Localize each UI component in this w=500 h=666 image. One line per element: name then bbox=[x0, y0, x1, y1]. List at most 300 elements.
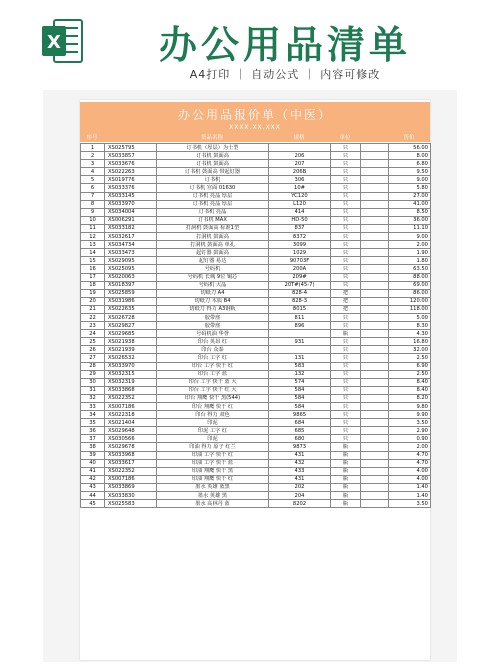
item-blank bbox=[361, 168, 389, 176]
item-price: 9.80 bbox=[389, 403, 431, 411]
row-index: 45 bbox=[81, 500, 105, 508]
item-code: XS007186 bbox=[105, 403, 157, 411]
item-name: 墨水 英雄 黑 bbox=[157, 492, 269, 500]
item-price: 69.00 bbox=[389, 281, 431, 289]
item-code: XS022263 bbox=[105, 168, 157, 176]
item-code: XS025859 bbox=[105, 289, 157, 297]
table-row bbox=[81, 176, 431, 184]
item-spec: 9873 bbox=[269, 443, 331, 451]
row-index: 21 bbox=[81, 305, 105, 313]
table-row bbox=[81, 475, 431, 483]
item-blank bbox=[361, 411, 389, 419]
item-spec: 584 bbox=[269, 394, 331, 402]
item-code: XS030566 bbox=[105, 435, 157, 443]
item-code: XS026728 bbox=[105, 313, 157, 321]
item-spec: 206 bbox=[269, 152, 331, 160]
item-code: XS033970 bbox=[105, 362, 157, 370]
row-index: 27 bbox=[81, 354, 105, 362]
row-index: 32 bbox=[81, 394, 105, 402]
table-row bbox=[81, 403, 431, 411]
item-blank bbox=[361, 386, 389, 394]
row-index: 42 bbox=[81, 475, 105, 483]
item-price: 8.20 bbox=[389, 394, 431, 402]
item-code: XS032315 bbox=[105, 370, 157, 378]
item-blank bbox=[361, 176, 389, 184]
banner bbox=[0, 0, 500, 88]
item-blank bbox=[361, 160, 389, 168]
item-spec: 828-4 bbox=[269, 289, 331, 297]
item-unit: 只 bbox=[331, 411, 361, 419]
col-header-unit: 单位 bbox=[339, 135, 351, 141]
item-blank bbox=[361, 313, 389, 321]
item-unit: 只 bbox=[331, 241, 361, 249]
item-name: 印台 得力 双色 bbox=[157, 411, 269, 419]
item-spec: 414 bbox=[269, 208, 331, 216]
item-blank bbox=[361, 233, 389, 241]
row-index: 33 bbox=[81, 403, 105, 411]
table-row bbox=[81, 297, 431, 305]
item-blank bbox=[361, 144, 389, 152]
item-price: 63.50 bbox=[389, 265, 431, 273]
item-spec: 10# bbox=[269, 184, 331, 192]
table-row bbox=[81, 241, 431, 249]
item-code: XS029648 bbox=[105, 427, 157, 435]
item-price: 9.00 bbox=[389, 233, 431, 241]
row-index: 25 bbox=[81, 338, 105, 346]
item-code: XS021938 bbox=[105, 338, 157, 346]
item-blank bbox=[361, 435, 389, 443]
item-name: 订书机（厚层）为士型 bbox=[157, 144, 269, 152]
row-index: 4 bbox=[81, 168, 105, 176]
item-blank bbox=[361, 492, 389, 500]
row-index: 29 bbox=[81, 370, 105, 378]
item-unit: 只 bbox=[331, 427, 361, 435]
item-blank bbox=[361, 338, 389, 346]
item-name: 胶带座 bbox=[157, 313, 269, 321]
item-unit: 只 bbox=[331, 394, 361, 402]
item-spec: 574 bbox=[269, 378, 331, 386]
item-spec: 828-3 bbox=[269, 297, 331, 305]
item-blank bbox=[361, 241, 389, 249]
item-price: 2.90 bbox=[389, 427, 431, 435]
item-name: 印台 翔鹰 快干 黑(544) bbox=[157, 394, 269, 402]
item-spec: 3099 bbox=[269, 241, 331, 249]
item-spec: 583 bbox=[269, 362, 331, 370]
item-blank bbox=[361, 330, 389, 338]
item-unit: 只 bbox=[331, 249, 361, 257]
item-name: 墨水 英雄 蓝黑 bbox=[157, 483, 269, 491]
item-price: 3.50 bbox=[389, 500, 431, 508]
item-spec: 837 bbox=[269, 224, 331, 232]
item-unit: 只 bbox=[331, 192, 361, 200]
item-blank bbox=[361, 346, 389, 354]
item-spec: 202 bbox=[269, 483, 331, 491]
row-index: 15 bbox=[81, 257, 105, 265]
col-header-index: 序号 bbox=[86, 135, 98, 141]
item-unit: 只 bbox=[331, 208, 361, 216]
item-spec: 306 bbox=[269, 176, 331, 184]
item-unit: 把 bbox=[331, 297, 361, 305]
table-row bbox=[81, 249, 431, 257]
item-name: 订书机 鼓面高 bbox=[157, 160, 269, 168]
item-code: XS033830 bbox=[105, 492, 157, 500]
table-row bbox=[81, 305, 431, 313]
item-code: XS018397 bbox=[105, 281, 157, 289]
item-price: 16.80 bbox=[389, 338, 431, 346]
item-code: XS033869 bbox=[105, 483, 157, 491]
item-price: 8.50 bbox=[389, 208, 431, 216]
item-code: XS007186 bbox=[105, 475, 157, 483]
item-price: 4.30 bbox=[389, 330, 431, 338]
table-row bbox=[81, 330, 431, 338]
item-blank bbox=[361, 354, 389, 362]
document-title: 办公用品报价单（中医） bbox=[177, 108, 332, 122]
item-unit: 只 bbox=[331, 362, 361, 370]
item-price: 1.90 bbox=[389, 249, 431, 257]
item-blank bbox=[361, 265, 389, 273]
table-row bbox=[81, 313, 431, 321]
item-code: XS033145 bbox=[105, 192, 157, 200]
item-code: XS031986 bbox=[105, 297, 157, 305]
item-spec: 200A bbox=[269, 265, 331, 273]
table-row bbox=[81, 386, 431, 394]
row-index: 43 bbox=[81, 483, 105, 491]
row-index: 11 bbox=[81, 224, 105, 232]
table-row bbox=[81, 144, 431, 152]
row-index: 19 bbox=[81, 289, 105, 297]
table-row bbox=[81, 435, 431, 443]
table-row bbox=[81, 338, 431, 346]
item-blank bbox=[361, 216, 389, 224]
item-name: 切纸刀 A4 bbox=[157, 289, 269, 297]
svg-text:X: X bbox=[47, 32, 61, 53]
page-title: 办公用品清单 bbox=[158, 22, 411, 67]
item-spec bbox=[269, 144, 331, 152]
item-blank bbox=[361, 322, 389, 330]
item-price: 4.70 bbox=[389, 451, 431, 459]
page-subtitle: A4打印 ｜ 自动公式 ｜ 内容可修改 bbox=[189, 68, 381, 81]
item-code: XS033868 bbox=[105, 386, 157, 394]
item-name: 打洞机 鼓面高 单孔 bbox=[157, 241, 269, 249]
row-index: 13 bbox=[81, 241, 105, 249]
table-row bbox=[81, 184, 431, 192]
item-price: 4.70 bbox=[389, 459, 431, 467]
item-blank bbox=[361, 459, 389, 467]
item-name: 印油 工字 快干 蓝 bbox=[157, 459, 269, 467]
item-price: 11.10 bbox=[389, 224, 431, 232]
table-row bbox=[81, 500, 431, 508]
item-unit: 只 bbox=[331, 370, 361, 378]
item-blank bbox=[361, 419, 389, 427]
item-spec: 131 bbox=[269, 354, 331, 362]
table-row bbox=[81, 411, 431, 419]
row-index: 24 bbox=[81, 330, 105, 338]
item-spec: YC120 bbox=[269, 192, 331, 200]
item-unit: 瓶 bbox=[331, 483, 361, 491]
table-row bbox=[81, 160, 431, 168]
item-name: 印台 英昂 红 bbox=[157, 338, 269, 346]
item-unit: 只 bbox=[331, 435, 361, 443]
row-index: 44 bbox=[81, 492, 105, 500]
item-spec: 209# bbox=[269, 273, 331, 281]
item-spec: 20T#(45-7) bbox=[269, 281, 331, 289]
row-index: 41 bbox=[81, 467, 105, 475]
item-price: 32.00 bbox=[389, 346, 431, 354]
item-price: 8.00 bbox=[389, 152, 431, 160]
item-code: XS025095 bbox=[105, 265, 157, 273]
item-name: 印台 工字 快干 蓝 大 bbox=[157, 378, 269, 386]
item-name: 订书机 亮晶 bbox=[157, 208, 269, 216]
item-name: 订书机 鼓面高 带起钉器 bbox=[157, 168, 269, 176]
item-unit: 瓶 bbox=[331, 443, 361, 451]
row-index: 20 bbox=[81, 297, 105, 305]
item-price: 27.00 bbox=[389, 192, 431, 200]
table-row bbox=[81, 224, 431, 232]
table-row bbox=[81, 152, 431, 160]
table-row bbox=[81, 419, 431, 427]
item-blank bbox=[361, 281, 389, 289]
item-name: 订书机 亮晶 厚层 bbox=[157, 200, 269, 208]
item-name: 打洞机 鼓面高 bbox=[157, 233, 269, 241]
table-row bbox=[81, 467, 431, 475]
row-index: 14 bbox=[81, 249, 105, 257]
item-spec: 8015 bbox=[269, 305, 331, 313]
item-spec: 9865 bbox=[269, 411, 331, 419]
item-spec: 680 bbox=[269, 435, 331, 443]
row-index: 6 bbox=[81, 184, 105, 192]
item-name: 订书机 亮晶 厚层 bbox=[157, 192, 269, 200]
item-blank bbox=[361, 500, 389, 508]
item-blank bbox=[361, 370, 389, 378]
item-name: 印台 工字 蓝 bbox=[157, 370, 269, 378]
item-spec: 431 bbox=[269, 475, 331, 483]
item-unit: 只 bbox=[331, 354, 361, 362]
row-index: 7 bbox=[81, 192, 105, 200]
table-row bbox=[81, 322, 431, 330]
row-index: 34 bbox=[81, 411, 105, 419]
item-price: 6.90 bbox=[389, 362, 431, 370]
price-table bbox=[80, 143, 431, 508]
item-blank bbox=[361, 394, 389, 402]
row-index: 26 bbox=[81, 346, 105, 354]
item-price: 88.00 bbox=[389, 273, 431, 281]
item-code: XS032319 bbox=[105, 378, 157, 386]
item-name: 印台 工字 快干 红 大 bbox=[157, 386, 269, 394]
table-row bbox=[81, 192, 431, 200]
item-spec: 584 bbox=[269, 386, 331, 394]
item-code: XS033617 bbox=[105, 459, 157, 467]
row-index: 8 bbox=[81, 200, 105, 208]
item-unit: 只 bbox=[331, 233, 361, 241]
row-index: 5 bbox=[81, 176, 105, 184]
row-index: 17 bbox=[81, 273, 105, 281]
item-code: XS021939 bbox=[105, 346, 157, 354]
item-price: 120.00 bbox=[389, 297, 431, 305]
item-blank bbox=[361, 475, 389, 483]
item-name: 起钉器 鼓面高 bbox=[157, 249, 269, 257]
item-price: 2.00 bbox=[389, 443, 431, 451]
item-code: XS033473 bbox=[105, 249, 157, 257]
item-name: 切纸刀 得力 A3钢板 bbox=[157, 305, 269, 313]
item-spec: 431 bbox=[269, 451, 331, 459]
row-index: 1 bbox=[81, 144, 105, 152]
item-price: 3.50 bbox=[389, 419, 431, 427]
item-unit: 瓶 bbox=[331, 500, 361, 508]
item-price: 6.80 bbox=[389, 160, 431, 168]
table-row bbox=[81, 451, 431, 459]
item-price: 0.90 bbox=[389, 435, 431, 443]
item-blank bbox=[361, 443, 389, 451]
item-spec: 207 bbox=[269, 160, 331, 168]
table-row bbox=[81, 362, 431, 370]
item-unit: 把 bbox=[331, 305, 361, 313]
item-unit: 只 bbox=[331, 184, 361, 192]
item-unit: 只 bbox=[331, 273, 361, 281]
row-index: 18 bbox=[81, 281, 105, 289]
item-spec: 1029 bbox=[269, 249, 331, 257]
col-header-code bbox=[104, 134, 156, 142]
item-name: 印泥 bbox=[157, 419, 269, 427]
item-code: XS022318 bbox=[105, 411, 157, 419]
item-code: XS033376 bbox=[105, 184, 157, 192]
item-spec: 685 bbox=[269, 427, 331, 435]
table-row bbox=[81, 483, 431, 491]
item-name: 印泥 工字 红 bbox=[157, 427, 269, 435]
item-spec: L120 bbox=[269, 200, 331, 208]
item-unit: 只 bbox=[331, 160, 361, 168]
item-name: 印油 翔鹰 快干 红 bbox=[157, 475, 269, 483]
col-header-spec: 规格 bbox=[293, 135, 305, 141]
item-blank bbox=[361, 427, 389, 435]
col-header-blank bbox=[360, 134, 388, 142]
item-unit: 只 bbox=[331, 281, 361, 289]
item-spec: 132 bbox=[269, 370, 331, 378]
item-price: 9.90 bbox=[389, 411, 431, 419]
item-price: 8.30 bbox=[389, 322, 431, 330]
table-row bbox=[81, 346, 431, 354]
document-date: XXXX.XX.XXX bbox=[229, 124, 281, 131]
item-code: XS022635 bbox=[105, 305, 157, 313]
item-blank bbox=[361, 200, 389, 208]
item-name: 打洞机 鼓面高 标准1型 bbox=[157, 224, 269, 232]
table-row bbox=[81, 208, 431, 216]
col-header-name: 货品名称 bbox=[200, 135, 223, 141]
item-code: XS033182 bbox=[105, 224, 157, 232]
item-unit: 瓶 bbox=[331, 459, 361, 467]
item-code: XS033676 bbox=[105, 160, 157, 168]
item-blank bbox=[361, 289, 389, 297]
item-code: XS032617 bbox=[105, 233, 157, 241]
item-price: 4.00 bbox=[389, 467, 431, 475]
item-price: 2.50 bbox=[389, 354, 431, 362]
item-blank bbox=[361, 257, 389, 265]
row-index: 10 bbox=[81, 216, 105, 224]
table-row bbox=[81, 265, 431, 273]
item-price: 9.00 bbox=[389, 176, 431, 184]
row-index: 37 bbox=[81, 435, 105, 443]
item-name: 印油 工字 快干 红 bbox=[157, 451, 269, 459]
item-blank bbox=[361, 224, 389, 232]
item-name: 印油 翔鹰 快干 黑 bbox=[157, 467, 269, 475]
item-code: XS022352 bbox=[105, 394, 157, 402]
item-name: 号码机油 华誉 bbox=[157, 330, 269, 338]
item-blank bbox=[361, 192, 389, 200]
item-blank bbox=[361, 273, 389, 281]
item-unit: 只 bbox=[331, 403, 361, 411]
item-spec: 8202 bbox=[269, 500, 331, 508]
row-index: 16 bbox=[81, 265, 105, 273]
item-blank bbox=[361, 249, 389, 257]
item-name: 切纸刀 木质 B4 bbox=[157, 297, 269, 305]
item-unit: 瓶 bbox=[331, 475, 361, 483]
item-spec: 584 bbox=[269, 403, 331, 411]
row-index: 2 bbox=[81, 152, 105, 160]
item-unit: 只 bbox=[331, 322, 361, 330]
item-name: 印台 工字 红 bbox=[157, 354, 269, 362]
item-code: XS034004 bbox=[105, 208, 157, 216]
item-unit: 把 bbox=[331, 289, 361, 297]
item-spec: 433 bbox=[269, 467, 331, 475]
item-price: 1.40 bbox=[389, 492, 431, 500]
item-blank bbox=[361, 378, 389, 386]
item-name: 起钉器 易达 bbox=[157, 257, 269, 265]
item-unit: 只 bbox=[331, 152, 361, 160]
item-price: 4.00 bbox=[389, 475, 431, 483]
row-index: 23 bbox=[81, 322, 105, 330]
table-row bbox=[81, 233, 431, 241]
row-index: 3 bbox=[81, 160, 105, 168]
item-unit: 只 bbox=[331, 386, 361, 394]
row-index: 38 bbox=[81, 443, 105, 451]
item-name: 订书机 bbox=[157, 176, 269, 184]
item-price: 9.50 bbox=[389, 168, 431, 176]
item-price: 1.40 bbox=[389, 483, 431, 491]
item-unit: 只 bbox=[331, 338, 361, 346]
row-index: 31 bbox=[81, 386, 105, 394]
item-price: 8.40 bbox=[389, 386, 431, 394]
row-index: 9 bbox=[81, 208, 105, 216]
item-price: 2.50 bbox=[389, 370, 431, 378]
item-price: 41.00 bbox=[389, 200, 431, 208]
item-name: 订书机 宫面 01630 bbox=[157, 184, 269, 192]
item-unit: 只 bbox=[331, 419, 361, 427]
table-row bbox=[81, 427, 431, 435]
item-spec: 811 bbox=[269, 313, 331, 321]
row-index: 36 bbox=[81, 427, 105, 435]
item-blank bbox=[361, 483, 389, 491]
item-spec: 8372 bbox=[269, 233, 331, 241]
item-price: 118.00 bbox=[389, 305, 431, 313]
item-price: 8.40 bbox=[389, 378, 431, 386]
item-code: XS033968 bbox=[105, 451, 157, 459]
item-code: XS029095 bbox=[105, 257, 157, 265]
row-index: 39 bbox=[81, 451, 105, 459]
item-name: 墨水 高林丹 蓝 bbox=[157, 500, 269, 508]
item-name: 印油 得力 原子 红兰 bbox=[157, 443, 269, 451]
item-code: XS006291 bbox=[105, 216, 157, 224]
item-unit: 只 bbox=[331, 257, 361, 265]
table-row bbox=[81, 378, 431, 386]
item-code: XS029685 bbox=[105, 330, 157, 338]
item-blank bbox=[361, 403, 389, 411]
item-name: 胶带座 bbox=[157, 322, 269, 330]
excel-icon bbox=[40, 18, 84, 64]
table-row bbox=[81, 354, 431, 362]
table-row bbox=[81, 257, 431, 265]
item-blank bbox=[361, 297, 389, 305]
item-unit: 只 bbox=[331, 265, 361, 273]
item-code: XS025583 bbox=[105, 500, 157, 508]
